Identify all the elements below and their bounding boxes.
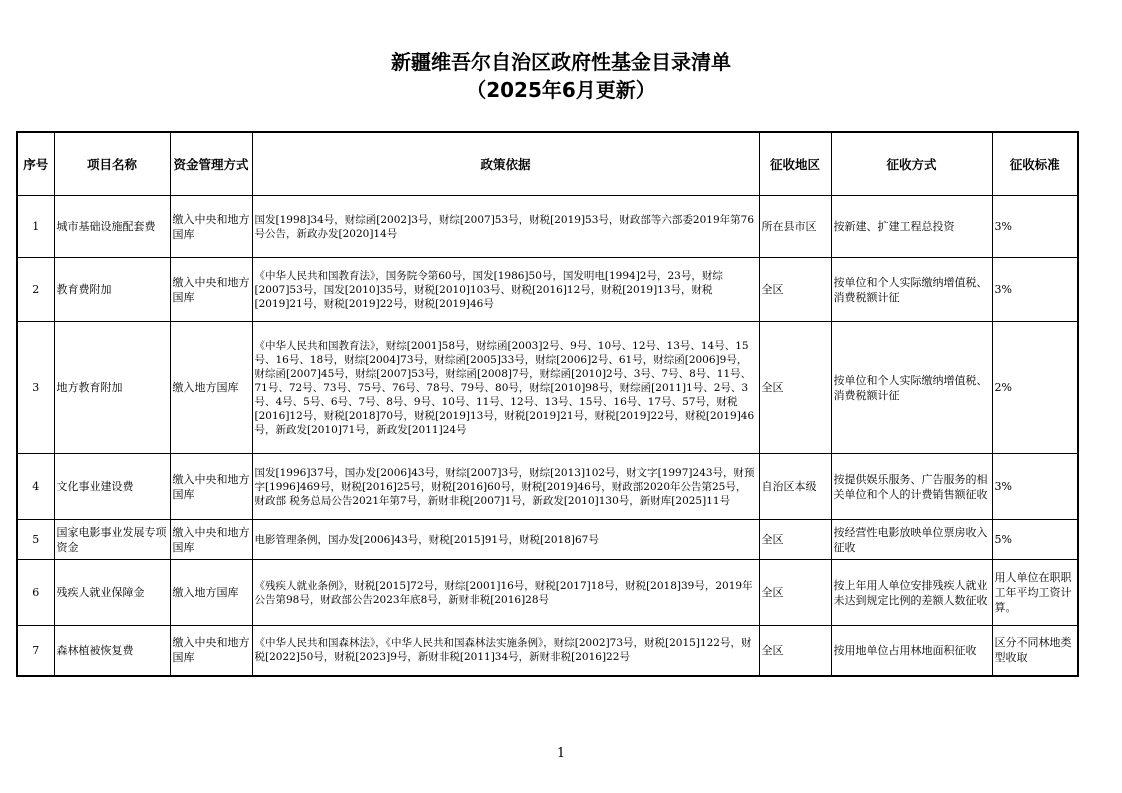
row-area: 全区: [759, 520, 831, 560]
header-no: 序号: [17, 132, 54, 196]
row-policy: 《中华人民共和国教育法》，国务院令第60号，国发[1986]50号，国发明电[1994]2号，23号，财综[2007]53号，国发[2010]35号，财税[2010]103号、财税[2016]12号，财税[2019]13号，财税[2019]21号，财税[2019]22号，财税[2019]46号: [252, 258, 759, 322]
row-policy: 国发[1998]34号，财综函[2002]3号，财综[2007]53号，财税[2019]53号，财政部等六部委2019年第76号公告，新政办发[2020]14号: [252, 196, 759, 258]
row-management: 缴入中央和地方国库: [170, 520, 252, 560]
header-method: 征收方式: [831, 132, 992, 196]
row-policy: 《中华人民共和国森林法》，《中华人民共和国森林法实施条例》，财综[2002]73号，财税[2015]122号，财税[2022]50号，财税[2023]9号，新财非税[2011]34号，新财非税[2016]22号: [252, 626, 759, 676]
header-area: 征收地区: [759, 132, 831, 196]
row-area: 全区: [759, 258, 831, 322]
row-area: 全区: [759, 322, 831, 454]
row-method: 按新建、扩建工程总投资: [831, 196, 992, 258]
row-name: 地方教育附加: [54, 322, 170, 454]
table-row: [17, 520, 1078, 560]
row-no: 1: [17, 196, 54, 258]
row-name: 国家电影事业发展专项资金: [54, 520, 170, 560]
row-method: 按上年用人单位安排残疾人就业未达到规定比例的差额人数征收: [831, 560, 992, 626]
row-area: 自治区本级: [759, 454, 831, 520]
fund-catalog-table: [16, 131, 1079, 677]
row-policy: 电影管理条例，国办发[2006]43号，财税[2015]91号，财税[2018]67号: [252, 520, 759, 560]
row-standard: 2%: [992, 322, 1078, 454]
row-no: 5: [17, 520, 54, 560]
row-name: 残疾人就业保障金: [54, 560, 170, 626]
row-standard: 3%: [992, 196, 1078, 258]
row-name: 城市基础设施配套费: [54, 196, 170, 258]
row-management: 缴入中央和地方国库: [170, 454, 252, 520]
table-row: [17, 626, 1078, 676]
row-standard: 3%: [992, 258, 1078, 322]
row-management: 缴入中央和地方国库: [170, 258, 252, 322]
document-title: 新疆维吾尔自治区政府性基金目录清单: [391, 50, 731, 74]
row-policy: 《残疾人就业条例》，财税[2015]72号，财综[2001]16号，财税[2017]18号，财税[2018]39号，2019年公告第98号，财政部公告2023年底8号，新财非税[2016]28号: [252, 560, 759, 626]
row-no: 4: [17, 454, 54, 520]
row-no: 2: [17, 258, 54, 322]
row-policy: 国发[1996]37号，国办发[2006]43号，财综[2007]3号，财综[2013]102号，财文字[1997]243号，财预字[1996]469号，财税[2016]25号，财税[2016]60号，财税[2019]46号，财政部2020年公告第25号，财政部 税务总局公告2021年第7号，新财非税[2007]1号，新政发[2010]130号，新财库[2025]11号: [252, 454, 759, 520]
table-row: [17, 258, 1078, 322]
row-standard: 用人单位在职职工年平均工资计算。: [992, 560, 1078, 626]
row-name: 文化事业建设费: [54, 454, 170, 520]
row-area: 全区: [759, 560, 831, 626]
table-row: [17, 454, 1078, 520]
row-name: 教育费附加: [54, 258, 170, 322]
row-management: 缴入地方国库: [170, 322, 252, 454]
row-method: 按单位和个人实际缴纳增值税、消费税额计征: [831, 258, 992, 322]
row-standard: 5%: [992, 520, 1078, 560]
row-method: 按用地单位占用林地面积征收: [831, 626, 992, 676]
row-name: 森林植被恢复费: [54, 626, 170, 676]
row-no: 7: [17, 626, 54, 676]
header-standard: 征收标准: [992, 132, 1078, 196]
row-area: 全区: [759, 626, 831, 676]
page-number: 1: [556, 746, 566, 761]
table-row: [17, 196, 1078, 258]
row-policy: 《中华人民共和国教育法》，财综[2001]58号，财综函[2003]2号、9号、10号、12号、13号、14号、15号、16号、18号，财综[2004]73号，财综函[2005]33号，财综[2006]2号、61号，财综函[2006]9号，财综函[2007]45号，财综[2007]53号，财综函[2008]7号，财综函[2010]2号、3号、7号、8号、11号、71号、72号、73号、75号、76号、78号、79号、80号，财综[2010]98号，财综函[2011]1号、2号、3号、4号、5号、6号、7号、8号、9号、10号、11号、12号、13号、15号、16号、17号、57号，财税[2016]12号，财税[2018]70号，财税[2019]13号，财税[2019]21号，财税[2019]22号，财税[2019]46号，新政发[2010]71号，新政发[2011]24号: [252, 322, 759, 454]
header-name: 项目名称: [54, 132, 170, 196]
row-method: 按提供娱乐服务、广告服务的相关单位和个人的计费销售额征收: [831, 454, 992, 520]
header-management: 资金管理方式: [170, 132, 252, 196]
row-standard: 区分不同林地类型收取: [992, 626, 1078, 676]
row-method: 按单位和个人实际缴纳增值税、消费税额计征: [831, 322, 992, 454]
row-no: 6: [17, 560, 54, 626]
row-method: 按经营性电影放映单位票房收入征收: [831, 520, 992, 560]
header-policy: 政策依据: [252, 132, 759, 196]
row-management: 缴入中央和地方国库: [170, 196, 252, 258]
row-standard: 3%: [992, 454, 1078, 520]
row-management: 缴入中央和地方国库: [170, 626, 252, 676]
table-header-row: [17, 132, 1078, 196]
table-row: [17, 560, 1078, 626]
row-no: 3: [17, 322, 54, 454]
table-row: [17, 322, 1078, 454]
row-area: 所在县市区: [759, 196, 831, 258]
row-management: 缴入地方国库: [170, 560, 252, 626]
document-subtitle: （2025年6月更新）: [466, 78, 656, 102]
